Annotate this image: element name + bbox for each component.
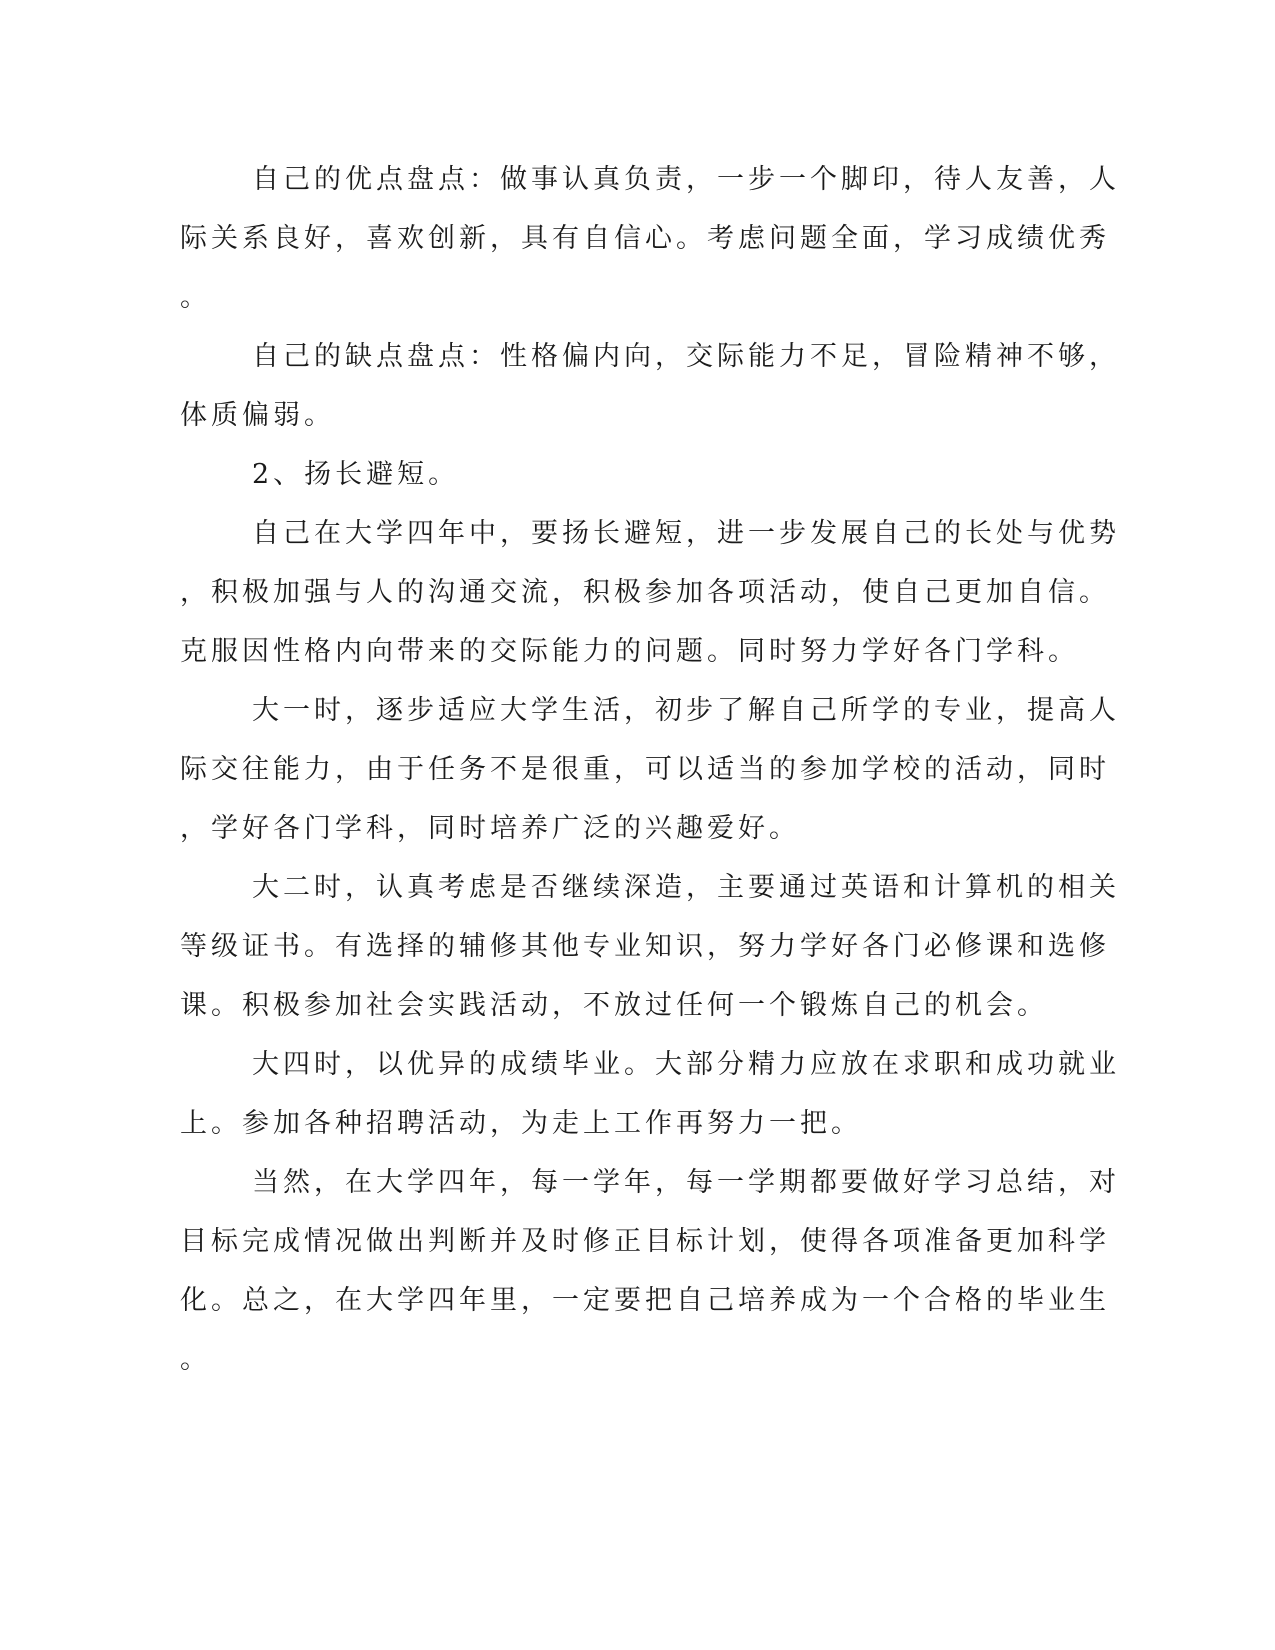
text-line: 自己的优点盘点：做事认真负责，一步一个脚印，待人友善，人 xyxy=(252,164,1120,195)
text-line: 体质偏弱。 xyxy=(180,400,335,431)
text-line: ，积极加强与人的沟通交流，积极参加各项活动，使自己更加自信。 xyxy=(180,577,1110,608)
text-line: 目标完成情况做出判断并及时修正目标计划，使得各项准备更加科学 xyxy=(180,1226,1110,1257)
text-line: 际关系良好，喜欢创新，具有自信心。考虑问题全面，学习成绩优秀 xyxy=(180,223,1110,254)
text-line: 。 xyxy=(180,1344,211,1375)
document-body xyxy=(180,150,1120,1389)
text-line: 际交往能力，由于任务不是很重，可以适当的参加学校的活动，同时 xyxy=(180,754,1110,785)
section-heading: 2、扬长避短。 xyxy=(252,459,460,490)
text-line: 大四时，以优异的成绩毕业。大部分精力应放在求职和成功就业 xyxy=(252,1049,1120,1080)
text-line: 大二时，认真考虑是否继续深造，主要通过英语和计算机的相关 xyxy=(252,872,1120,903)
text-line: 当然，在大学四年，每一学年，每一学期都要做好学习总结，对 xyxy=(252,1167,1120,1198)
text-line: 等级证书。有选择的辅修其他专业知识，努力学好各门必修课和选修 xyxy=(180,931,1110,962)
text-line: 化。总之，在大学四年里，一定要把自己培养成为一个合格的毕业生 xyxy=(180,1285,1110,1316)
text-line: ，学好各门学科，同时培养广泛的兴趣爱好。 xyxy=(180,813,800,844)
text-line: 上。参加各种招聘活动，为走上工作再努力一把。 xyxy=(180,1108,862,1139)
text-line: 自己的缺点盘点：性格偏内向，交际能力不足，冒险精神不够， xyxy=(252,341,1120,372)
text-line: 课。积极参加社会实践活动，不放过任何一个锻炼自己的机会。 xyxy=(180,990,1048,1021)
text-line: 大一时，逐步适应大学生活，初步了解自己所学的专业，提高人 xyxy=(252,695,1120,726)
text-line: 克服因性格内向带来的交际能力的问题。同时努力学好各门学科。 xyxy=(180,636,1079,667)
text-line: 自己在大学四年中，要扬长避短，进一步发展自己的长处与优势 xyxy=(252,518,1120,549)
text-line: 。 xyxy=(180,282,211,313)
